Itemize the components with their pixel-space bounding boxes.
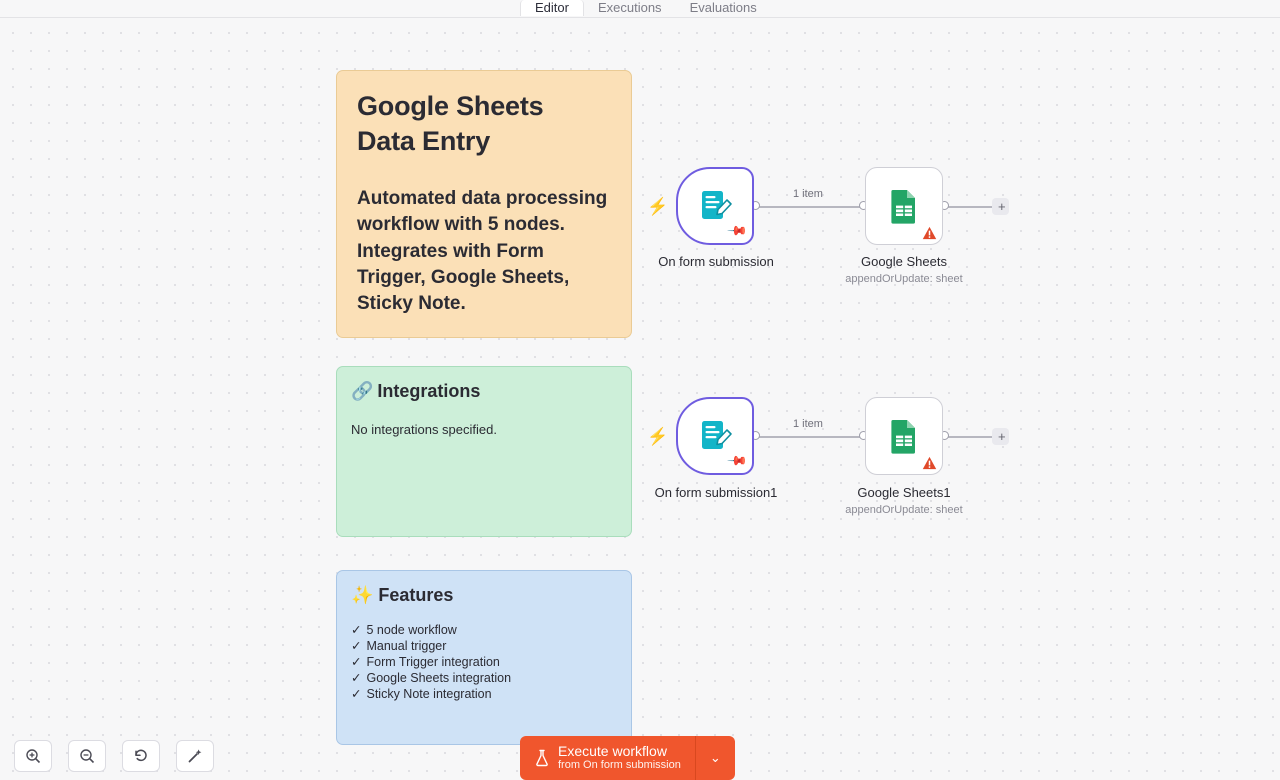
tab-executions[interactable]: Executions [584, 0, 676, 16]
magic-wand-icon [187, 748, 203, 764]
integrations-heading [351, 381, 617, 402]
check-icon: ✓ [351, 639, 362, 653]
connection-wire-2 [757, 436, 865, 438]
zoom-in-icon [25, 748, 41, 764]
pin-icon: 📌 [726, 219, 749, 242]
list-item [351, 686, 617, 702]
sticky-title-heading [357, 89, 611, 158]
integrations-heading-text: Integrations [377, 381, 481, 401]
zoom-out-icon [79, 748, 95, 764]
list-item [351, 654, 617, 670]
sticky-note-title[interactable] [336, 70, 632, 338]
node-google-sheets1[interactable] [865, 397, 943, 475]
execute-workflow-bar [520, 736, 735, 780]
sticky-note-integrations[interactable] [336, 366, 632, 537]
feature-label: Manual trigger [366, 639, 447, 653]
node-on-form-submission1[interactable] [676, 397, 754, 475]
node-sublabel-google-sheets: appendOrUpdate: sheet [845, 273, 963, 285]
sticky-title-line1: Google Sheets [357, 91, 544, 121]
sticky-title-line2: Data Entry [357, 125, 491, 156]
form-trigger-icon [697, 188, 733, 224]
execute-dropdown-button[interactable]: ⌄ [695, 736, 735, 780]
trigger-bolt-icon-1: ⚡ [647, 197, 669, 216]
node-sublabel-google-sheets1: appendOrUpdate: sheet [845, 504, 963, 516]
connection-wire-1b [945, 206, 995, 208]
feature-label: 5 node workflow [366, 623, 457, 637]
flask-icon [534, 749, 550, 767]
tab-evaluations[interactable]: Evaluations [676, 0, 771, 16]
trigger-bolt-icon-2: ⚡ [647, 427, 669, 446]
list-item [351, 670, 617, 686]
execute-title: Execute workflow [558, 743, 667, 759]
sticky-title-description: Automated data processing workflow with 5 nodes. Integrates with Form Trigger, Google Sheets, Sticky Note. [357, 188, 608, 314]
execute-workflow-button[interactable] [520, 736, 695, 780]
feature-label: Form Trigger integration [366, 655, 500, 669]
sticky-note-features[interactable] [336, 570, 632, 745]
connection-wire-1 [757, 206, 865, 208]
google-sheets-icon [887, 188, 921, 224]
node-label-on-form-submission: On form submission [658, 254, 774, 269]
node-google-sheets[interactable] [865, 167, 943, 245]
check-icon: ✓ [351, 623, 362, 637]
link-icon: 🔗 [351, 381, 374, 401]
features-heading: ✨ Features [351, 585, 454, 605]
pin-icon: 📌 [726, 449, 749, 472]
list-item [351, 638, 617, 654]
connection-label-2: 1 item [793, 418, 823, 430]
node-label-on-form-submission1: On form submission1 [654, 485, 778, 500]
zoom-out-button[interactable] [68, 740, 106, 772]
connection-label-1: 1 item [793, 188, 823, 200]
integrations-body: No integrations specified. [351, 422, 497, 437]
features-list [351, 622, 617, 702]
execute-subtitle: from On form submission [558, 759, 681, 771]
list-item [351, 622, 617, 638]
tab-bar [0, 0, 1280, 18]
connection-wire-2b [945, 436, 995, 438]
node-label-google-sheets: Google Sheets [860, 254, 947, 269]
reset-zoom-button[interactable] [122, 740, 160, 772]
execute-labels [558, 744, 681, 772]
undo-icon [133, 748, 149, 764]
add-node-button-2[interactable]: + [992, 428, 1009, 445]
check-icon: ✓ [351, 671, 362, 685]
node-on-form-submission[interactable] [676, 167, 754, 245]
warning-icon [922, 456, 937, 470]
node-label-google-sheets1: Google Sheets1 [857, 485, 951, 500]
add-node-button-1[interactable]: + [992, 198, 1009, 215]
google-sheets-icon [887, 418, 921, 454]
tab-editor[interactable]: Editor [520, 0, 584, 16]
tab-group [520, 0, 771, 17]
zoom-in-button[interactable] [14, 740, 52, 772]
tidy-up-button[interactable] [176, 740, 214, 772]
check-icon: ✓ [351, 655, 362, 669]
warning-icon [922, 226, 937, 240]
form-trigger-icon [697, 418, 733, 454]
feature-label: Google Sheets integration [366, 671, 512, 685]
check-icon: ✓ [351, 687, 362, 701]
feature-label: Sticky Note integration [366, 687, 492, 701]
